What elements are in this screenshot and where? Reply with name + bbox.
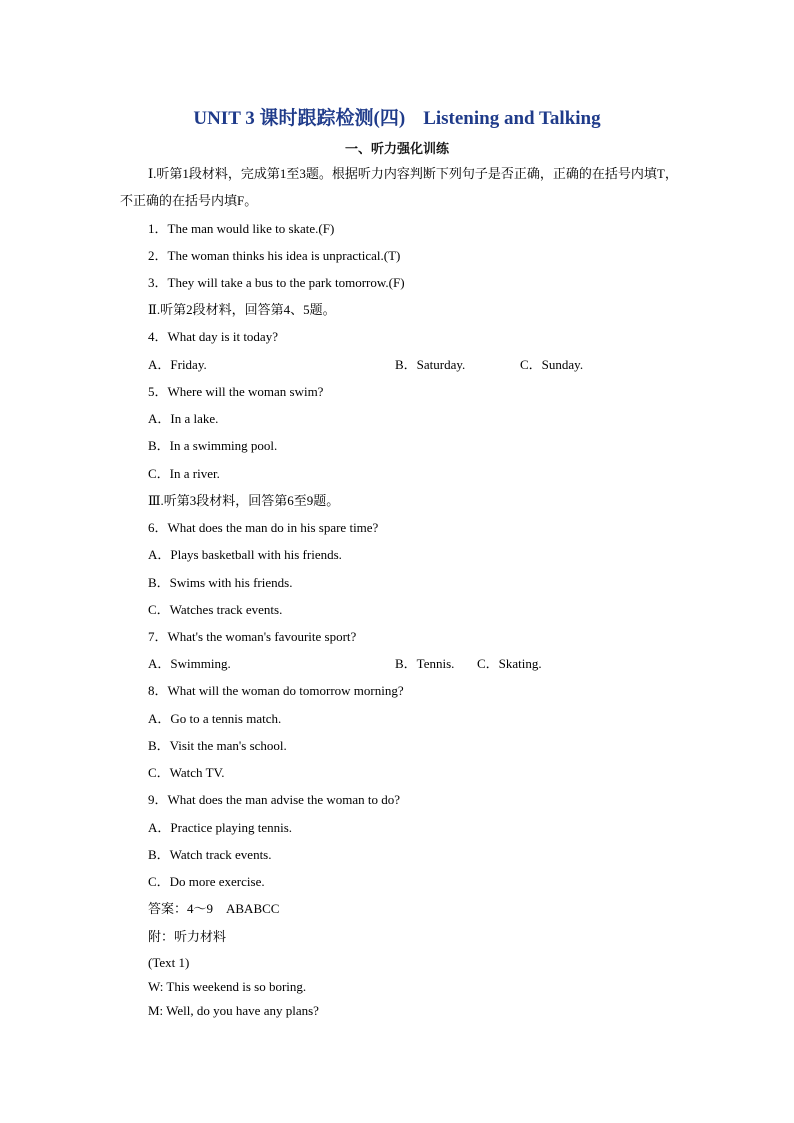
title-main: UNIT 3 课时跟踪检测(四) <box>193 108 406 129</box>
section-heading: 一、听力强化训练 <box>344 141 449 156</box>
q7-option-c: C．Skating. <box>477 656 542 671</box>
q6-option-c: C．Watches track events. <box>148 602 283 617</box>
statement-3: 3．They will take a bus to the park tomorrow.(F) <box>148 275 405 290</box>
q8-option-b: B．Visit the man's school. <box>148 738 287 753</box>
part1-instruction: Ⅰ.听第1段材料，完成第1至3题。根据听力内容判断下列句子是否正确，正确的在括号内填T，不正确的在括号内填F。 <box>120 166 678 208</box>
title-english: Listening and Talking <box>423 108 601 129</box>
q4-option-c: C．Sunday. <box>520 357 584 372</box>
q6-option-a: A．Plays basketball with his friends. <box>148 547 342 562</box>
q7-option-a: A．Swimming. <box>148 656 231 671</box>
q7-option-b: B．Tennis. <box>395 656 455 671</box>
appendix-heading: 附：听力材料 <box>148 929 227 944</box>
q8-option-a: A．Go to a tennis match. <box>148 711 282 726</box>
question-5: 5．Where will the woman swim? <box>148 384 324 399</box>
question-6: 6．What does the man do in his spare time? <box>148 520 379 535</box>
statement-2: 2．The woman thinks his idea is unpractical.(T) <box>148 248 401 263</box>
q5-option-b: B．In a swimming pool. <box>148 438 278 453</box>
q4-option-a: A．Friday. <box>148 357 207 372</box>
q4-option-b: B．Saturday. <box>395 357 466 372</box>
answer-key: 答案：4～9 ABABCC <box>148 901 280 916</box>
question-4: 4．What day is it today? <box>148 329 278 344</box>
question-7: 7．What's the woman's favourite sport? <box>148 629 357 644</box>
question-8: 8．What will the woman do tomorrow morning? <box>148 683 404 698</box>
q5-option-a: A．In a lake. <box>148 411 219 426</box>
q9-option-a: A．Practice playing tennis. <box>148 820 293 835</box>
q9-option-c: C．Do more exercise. <box>148 874 265 889</box>
q6-option-b: B．Swims with his friends. <box>148 575 293 590</box>
dialogue-line: W: This weekend is so boring. <box>148 979 307 994</box>
text1-label: (Text 1) <box>148 955 190 970</box>
q8-option-c: C．Watch TV. <box>148 765 225 780</box>
page-title <box>0 103 794 130</box>
part3-instruction: Ⅲ.听第3段材料，回答第6至9题。 <box>148 493 340 508</box>
part2-instruction: Ⅱ.听第2段材料，回答第4、5题。 <box>148 302 336 317</box>
question-9: 9．What does the man advise the woman to do? <box>148 792 400 807</box>
q5-option-c: C．In a river. <box>148 466 220 481</box>
statement-1: 1．The man would like to skate.(F) <box>148 221 335 236</box>
dialogue-line: M: Well, do you have any plans? <box>148 1003 319 1018</box>
q9-option-b: B．Watch track events. <box>148 847 272 862</box>
